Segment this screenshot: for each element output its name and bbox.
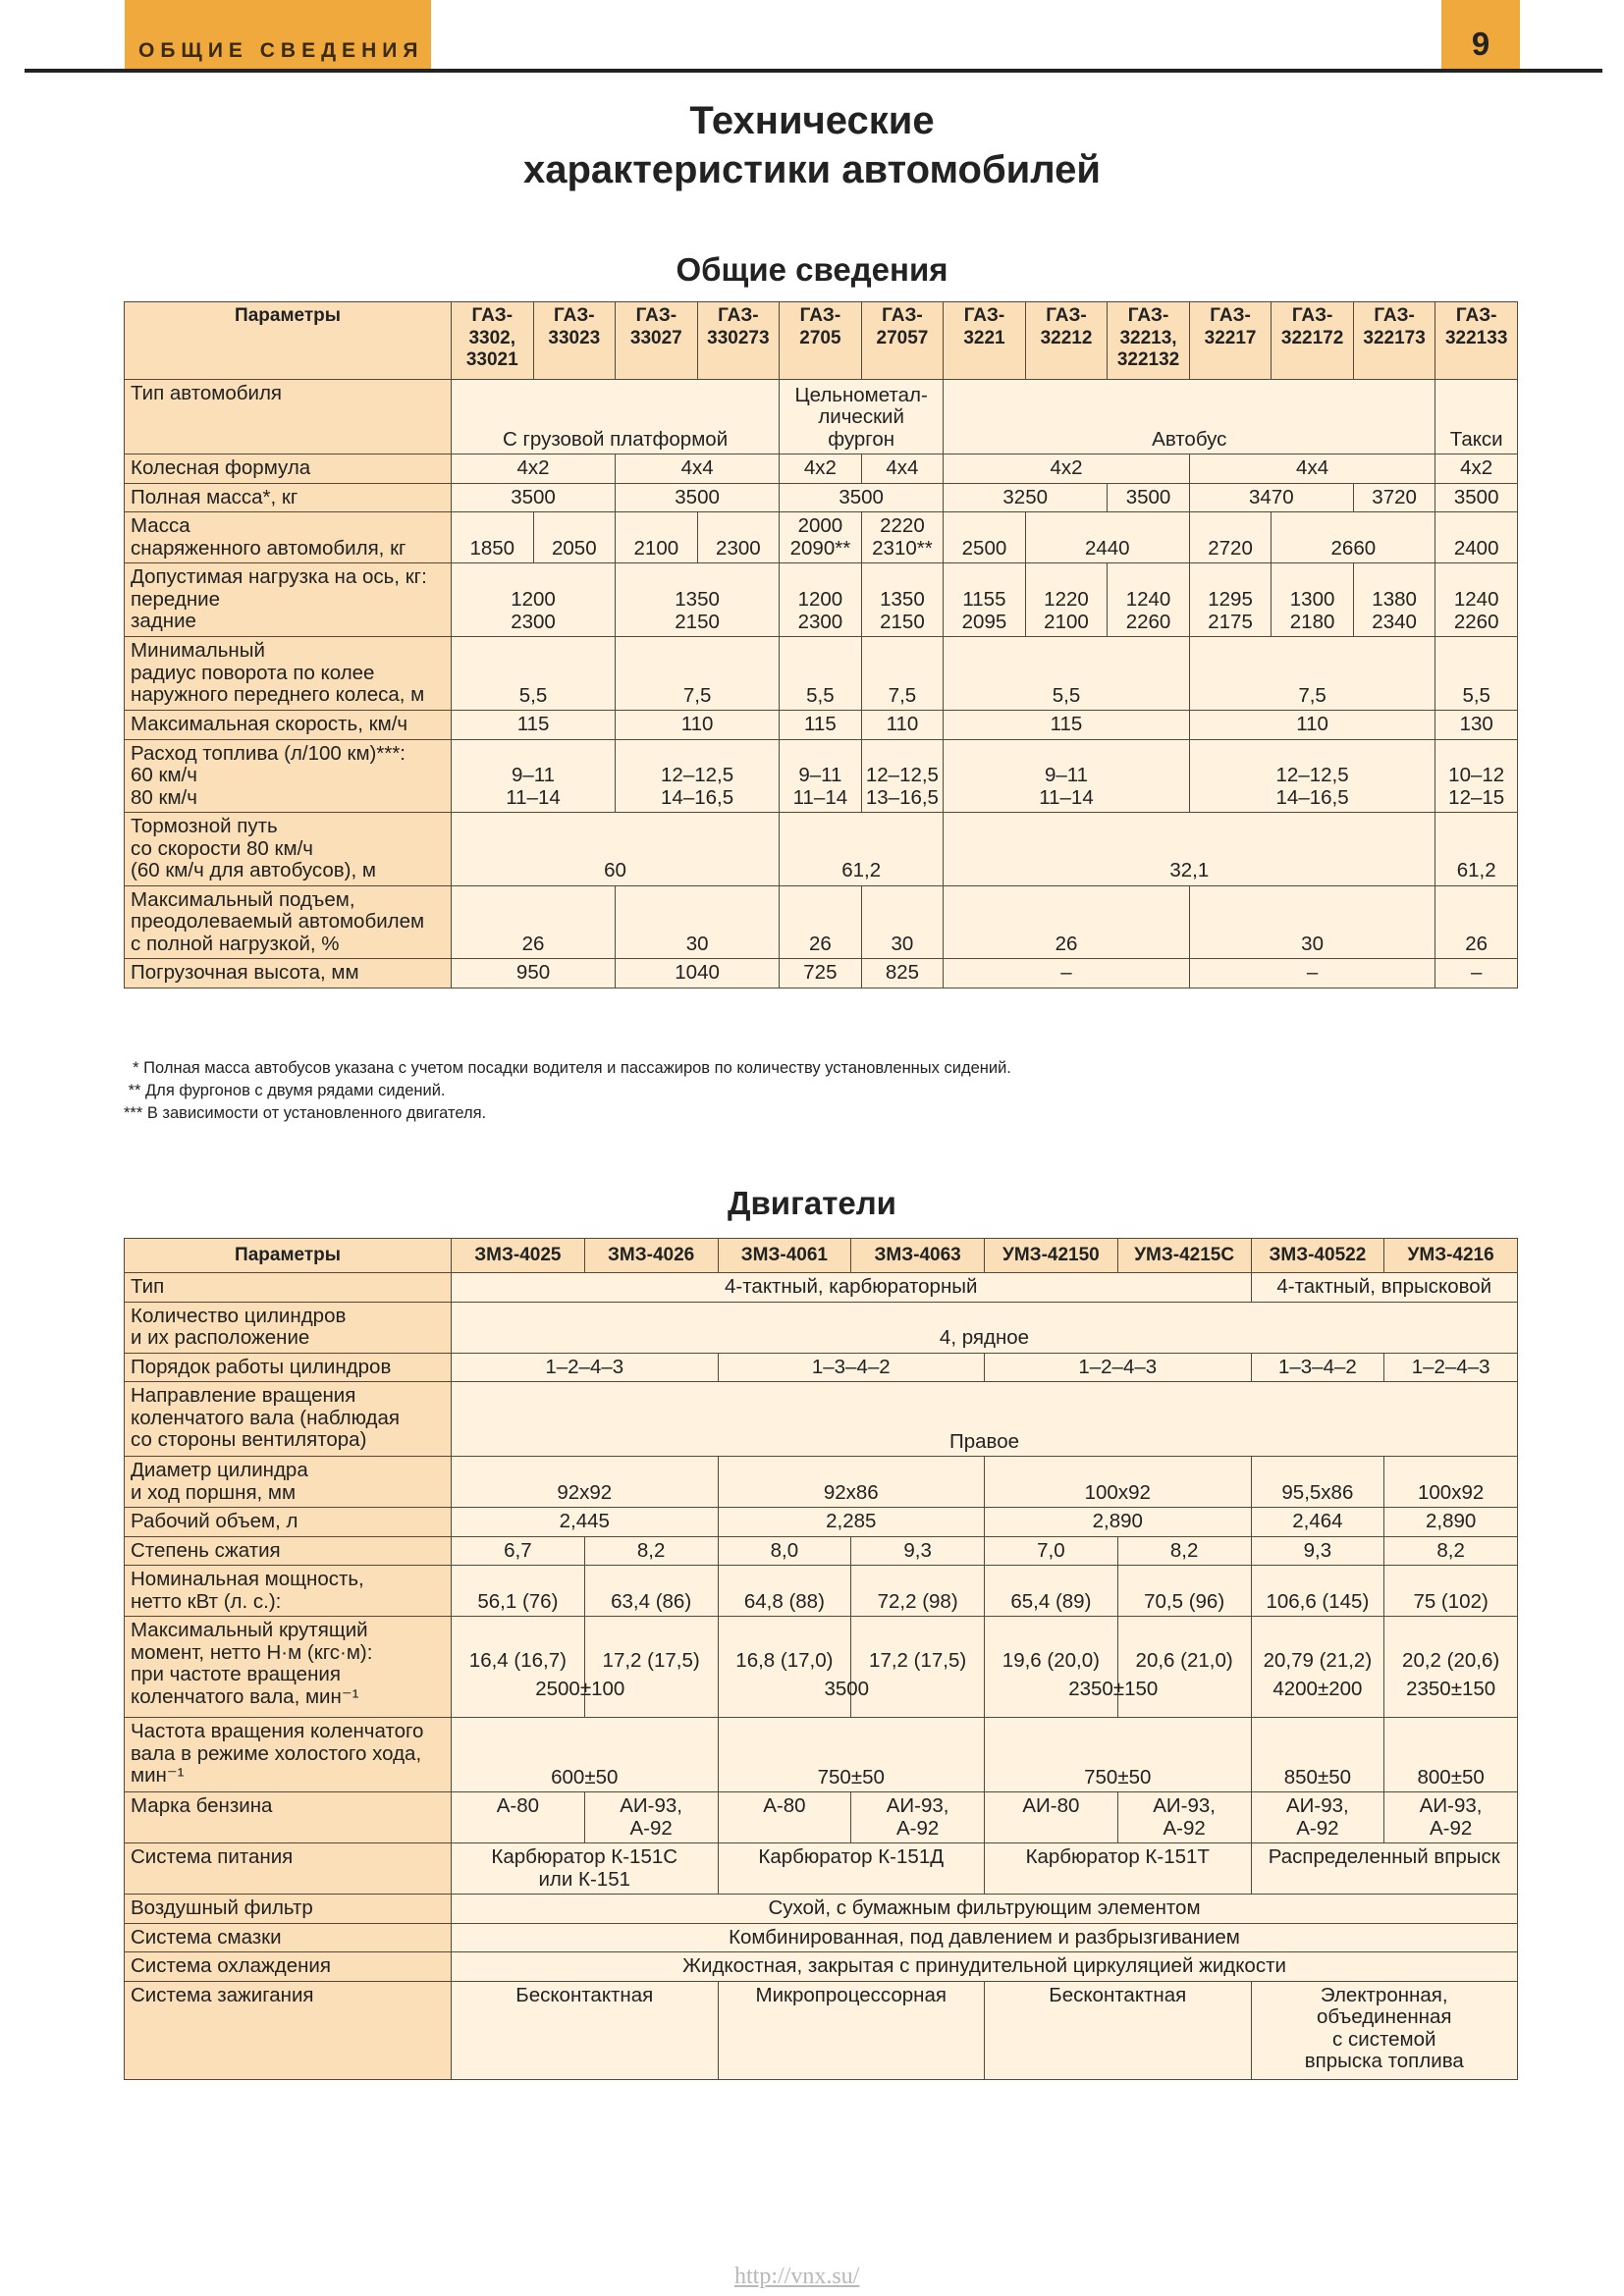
- table-cell: 2,464: [1251, 1508, 1384, 1537]
- table-cell: 1200 2300: [452, 563, 616, 637]
- table-cell: Правое: [452, 1382, 1518, 1457]
- row-label: Максимальная скорость, км/ч: [125, 711, 452, 740]
- table-cell: 4x4: [861, 454, 944, 484]
- table-row: [125, 1508, 1518, 1537]
- column-header: ГАЗ- 32212: [1025, 302, 1108, 380]
- table-cell: Карбюратор К-151Т: [985, 1843, 1252, 1895]
- column-header: ЗМЗ-4025: [452, 1239, 585, 1273]
- table-cell: 32,1: [944, 813, 1435, 886]
- column-header: УМЗ-4215С: [1117, 1239, 1251, 1273]
- table-cell: 1–2–4–3: [985, 1353, 1252, 1382]
- table-cell: А-80: [452, 1792, 585, 1843]
- table-cell: 9,3: [851, 1536, 985, 1566]
- table-cell: 110: [616, 711, 780, 740]
- section-header-tab: [125, 0, 431, 69]
- table-row: [125, 1923, 1518, 1952]
- table-cell: 2220 2310**: [861, 512, 944, 563]
- table-cell: 3500: [1435, 483, 1518, 512]
- column-header: ГАЗ- 27057: [861, 302, 944, 380]
- column-header: ЗМЗ-40522: [1251, 1239, 1384, 1273]
- table-cell: 4x4: [1189, 454, 1435, 484]
- table-cell: 92x86: [718, 1457, 985, 1508]
- table-row: [125, 1617, 1518, 1718]
- row-label: Колесная формула: [125, 454, 452, 484]
- table-cell: 2400: [1435, 512, 1518, 563]
- params-header: Параметры: [125, 1239, 452, 1273]
- table-row: [125, 1952, 1518, 1982]
- table-cell: 3720: [1353, 483, 1435, 512]
- torque-rpm-value: 3500: [824, 1677, 870, 1700]
- column-header: ЗМЗ-4061: [718, 1239, 851, 1273]
- table-cell: 5,5: [780, 637, 862, 711]
- table-cell: 2500: [944, 512, 1026, 563]
- table-cell: 8,2: [1117, 1536, 1251, 1566]
- table-cell: 7,5: [861, 637, 944, 711]
- page-number: 9: [1441, 0, 1520, 69]
- table-cell: 12–12,5 13–16,5: [861, 739, 944, 813]
- table-cell: 26: [944, 885, 1190, 959]
- torque-value: 19,6 (20,0): [1001, 1649, 1100, 1672]
- table-cell: АИ-93, А-92: [584, 1792, 718, 1843]
- row-label: Минимальный радиус поворота по колее наружного переднего колеса, м: [125, 637, 452, 711]
- table-row: [125, 1566, 1518, 1617]
- table-cell: 7,5: [1189, 637, 1435, 711]
- table-cell: 92x92: [452, 1457, 719, 1508]
- table-cell: 30: [861, 885, 944, 959]
- table-row: [125, 959, 1518, 988]
- table-cell: 4x2: [780, 454, 862, 484]
- table-row: [125, 637, 1518, 711]
- column-header: ГАЗ- 322172: [1272, 302, 1354, 380]
- table-cell: [584, 1617, 718, 1718]
- torque-rpm-value: 2350±150: [1068, 1677, 1159, 1700]
- table-cell: 8,2: [584, 1536, 718, 1566]
- table-cell: Микропроцессорная: [718, 1981, 985, 2079]
- general-table-header: [125, 302, 1518, 380]
- table-cell: 12–12,5 14–16,5: [1189, 739, 1435, 813]
- column-header: ГАЗ- 3221: [944, 302, 1026, 380]
- table-cell: –: [1435, 959, 1518, 988]
- table-cell: АИ-80: [985, 1792, 1118, 1843]
- column-header: ЗМЗ-4063: [851, 1239, 985, 1273]
- table-cell: 8,2: [1384, 1536, 1518, 1566]
- column-header: ГАЗ- 32217: [1189, 302, 1272, 380]
- page-title: Технические характеристики автомобилей: [523, 99, 1101, 191]
- row-label: Тип: [125, 1273, 452, 1303]
- table-row: [125, 711, 1518, 740]
- column-header: УМЗ-42150: [985, 1239, 1118, 1273]
- table-cell: [1384, 1617, 1518, 1718]
- table-cell: 750±50: [985, 1718, 1252, 1792]
- table-cell: 4, рядное: [452, 1302, 1518, 1353]
- row-label: Система охлаждения: [125, 1952, 452, 1982]
- row-label: Частота вращения коленчатого вала в режиме холостого хода, мин⁻¹: [125, 1718, 452, 1792]
- table-cell: 2050: [533, 512, 616, 563]
- table-cell: 65,4 (89): [985, 1566, 1118, 1617]
- torque-rpm-value: 4200±200: [1272, 1677, 1363, 1700]
- table-cell: 7,0: [985, 1536, 1118, 1566]
- table-row: [125, 1353, 1518, 1382]
- row-label: Степень сжатия: [125, 1536, 452, 1566]
- table-cell: 1240 2260: [1108, 563, 1190, 637]
- table-cell: 2,890: [985, 1508, 1252, 1537]
- engines-specs-table: [124, 1238, 1518, 2080]
- table-cell: 1350 2150: [861, 563, 944, 637]
- table-cell: 3500: [616, 483, 780, 512]
- row-label: Направление вращения коленчатого вала (наблюдая со стороны вентилятора): [125, 1382, 452, 1457]
- table-row: [125, 563, 1518, 637]
- table-cell: 2660: [1272, 512, 1435, 563]
- torque-value: 16,8 (17,0): [735, 1649, 834, 1672]
- row-label: Система смазки: [125, 1923, 452, 1952]
- table-cell: Бесконтактная: [452, 1981, 719, 2079]
- table-cell: 130: [1435, 711, 1518, 740]
- table-cell: 100x92: [985, 1457, 1252, 1508]
- table-cell: А-80: [718, 1792, 851, 1843]
- table-cell: 30: [1189, 885, 1435, 959]
- table-row: [125, 380, 1518, 454]
- table-cell: 5,5: [1435, 637, 1518, 711]
- table-cell: 1300 2180: [1272, 563, 1354, 637]
- table-cell: 1295 2175: [1189, 563, 1272, 637]
- table-cell: Жидкостная, закрытая с принудительной циркуляцией жидкости: [452, 1952, 1518, 1982]
- section-header-label: ОБЩИЕ СВЕДЕНИЯ: [138, 39, 424, 62]
- header-rule: [25, 69, 1602, 73]
- table-cell: 75 (102): [1384, 1566, 1518, 1617]
- table-cell: Карбюратор К-151Д: [718, 1843, 985, 1895]
- table-cell: 4x4: [616, 454, 780, 484]
- row-label: Расход топлива (л/100 км)***: 60 км/ч 80 км/ч: [125, 739, 452, 813]
- table-cell: 26: [780, 885, 862, 959]
- table-cell: 1350 2150: [616, 563, 780, 637]
- table-cell: Распределенный впрыск: [1251, 1843, 1518, 1895]
- row-label: Допустимая нагрузка на ось, кг: передние задние: [125, 563, 452, 637]
- table-cell: 1850: [452, 512, 534, 563]
- row-label: Полная масса*, кг: [125, 483, 452, 512]
- table-cell: 115: [780, 711, 862, 740]
- watermark-url: http://vnx.su/: [734, 2264, 860, 2289]
- table-cell: 2100: [616, 512, 698, 563]
- torque-rpm-value: 2500±100: [535, 1677, 625, 1700]
- table-cell: 1040: [616, 959, 780, 988]
- table-row: [125, 739, 1518, 813]
- torque-value: 16,4 (16,7): [468, 1649, 567, 1672]
- table-cell: 26: [452, 885, 616, 959]
- table-cell: Карбюратор К-151С или К-151: [452, 1843, 719, 1895]
- table-cell: Бесконтактная: [985, 1981, 1252, 2079]
- footnotes: * Полная масса автобусов указана с учетом посадки водителя и пассажиров по количеству установленных сидений. ** Для фургонов с двумя рядами сидений. *** В зависимости от установленного двигателя.: [124, 1059, 1011, 1122]
- table-row: [125, 483, 1518, 512]
- table-cell: 30: [616, 885, 780, 959]
- table-cell: 9–11 11–14: [944, 739, 1190, 813]
- torque-value: 20,79 (21,2): [1263, 1649, 1373, 1672]
- table-cell: 9,3: [1251, 1536, 1384, 1566]
- table-cell: АИ-93, А-92: [1384, 1792, 1518, 1843]
- torque-value: 17,2 (17,5): [602, 1649, 700, 1672]
- table-cell: Автобус: [944, 380, 1435, 454]
- table-row: [125, 454, 1518, 484]
- table-cell: 1–2–4–3: [1384, 1353, 1518, 1382]
- table-cell: 950: [452, 959, 616, 988]
- table-cell: 3250: [944, 483, 1108, 512]
- table-row: [125, 1457, 1518, 1508]
- row-label: Максимальный крутящий момент, нетто Н·м (кгс·м): при частоте вращения коленчатого вала, мин⁻¹: [125, 1617, 452, 1718]
- table-cell: 3500: [452, 483, 616, 512]
- table-row: [125, 1273, 1518, 1303]
- table-cell: 3500: [780, 483, 944, 512]
- table-cell: 7,5: [616, 637, 780, 711]
- torque-value: 17,2 (17,5): [869, 1649, 967, 1672]
- table-cell: 110: [1189, 711, 1435, 740]
- table-cell: [718, 1617, 870, 1718]
- table-cell: 1–2–4–3: [452, 1353, 719, 1382]
- table-cell: 1240 2260: [1435, 563, 1518, 637]
- column-header: ГАЗ- 2705: [780, 302, 862, 380]
- table-cell: 1155 2095: [944, 563, 1026, 637]
- row-label: Система питания: [125, 1843, 452, 1895]
- table-cell: 3470: [1189, 483, 1353, 512]
- torque-rpm-value: 2350±150: [1406, 1677, 1496, 1700]
- table-cell: АИ-93, А-92: [851, 1792, 985, 1843]
- general-section-title: Общие сведения: [676, 251, 948, 288]
- table-cell: 600±50: [452, 1718, 719, 1792]
- table-cell: [1251, 1617, 1384, 1718]
- table-cell: 61,2: [1435, 813, 1518, 886]
- column-header: ГАЗ- 330273: [697, 302, 780, 380]
- table-cell: 56,1 (76): [452, 1566, 585, 1617]
- table-cell: [1117, 1617, 1251, 1718]
- general-specs-table: [124, 301, 1518, 988]
- column-header: ГАЗ- 32213, 322132: [1108, 302, 1190, 380]
- table-row: [125, 1382, 1518, 1457]
- row-label: Рабочий объем, л: [125, 1508, 452, 1537]
- row-label: Тип автомобиля: [125, 380, 452, 454]
- table-cell: 1–3–4–2: [718, 1353, 985, 1382]
- table-cell: Цельнометал- лический фургон: [780, 380, 944, 454]
- table-cell: 61,2: [780, 813, 944, 886]
- table-cell: 12–12,5 14–16,5: [616, 739, 780, 813]
- table-cell: 2,285: [718, 1508, 985, 1537]
- table-cell: 2720: [1189, 512, 1272, 563]
- table-cell: 26: [1435, 885, 1518, 959]
- table-cell: 1–3–4–2: [1251, 1353, 1384, 1382]
- column-header: ГАЗ- 322173: [1353, 302, 1435, 380]
- row-label: Номинальная мощность, нетто кВт (л. с.):: [125, 1566, 452, 1617]
- table-cell: 1200 2300: [780, 563, 862, 637]
- table-cell: 825: [861, 959, 944, 988]
- column-header: ГАЗ- 33027: [616, 302, 698, 380]
- column-header: ГАЗ- 322133: [1435, 302, 1518, 380]
- table-row: [125, 512, 1518, 563]
- table-row: [125, 1718, 1518, 1792]
- row-label: Система зажигания: [125, 1981, 452, 2079]
- table-row: [125, 1302, 1518, 1353]
- table-cell: 70,5 (96): [1117, 1566, 1251, 1617]
- table-cell: 95,5x86: [1251, 1457, 1384, 1508]
- table-cell: 4x2: [452, 454, 616, 484]
- table-cell: 115: [452, 711, 616, 740]
- table-cell: 72,2 (98): [851, 1566, 985, 1617]
- column-header: УМЗ-4216: [1384, 1239, 1518, 1273]
- row-label: Порядок работы цилиндров: [125, 1353, 452, 1382]
- table-cell: 63,4 (86): [584, 1566, 718, 1617]
- table-cell: 725: [780, 959, 862, 988]
- table-cell: 1380 2340: [1353, 563, 1435, 637]
- table-cell: 5,5: [944, 637, 1190, 711]
- table-row: [125, 1792, 1518, 1843]
- table-cell: 9–11 11–14: [780, 739, 862, 813]
- table-cell: [452, 1617, 625, 1718]
- table-cell: Сухой, с бумажным фильтрующим элементом: [452, 1895, 1518, 1924]
- column-header: ГАЗ- 33023: [533, 302, 616, 380]
- table-cell: Комбинированная, под давлением и разбрызгиванием: [452, 1923, 1518, 1952]
- row-label: Погрузочная высота, мм: [125, 959, 452, 988]
- table-cell: 2000 2090**: [780, 512, 862, 563]
- table-cell: 64,8 (88): [718, 1566, 851, 1617]
- table-cell: 100x92: [1384, 1457, 1518, 1508]
- table-cell: 115: [944, 711, 1190, 740]
- torque-value: 20,2 (20,6): [1402, 1649, 1500, 1672]
- row-label: Диаметр цилиндра и ход поршня, мм: [125, 1457, 452, 1508]
- table-cell: 9–11 11–14: [452, 739, 616, 813]
- row-label: Количество цилиндров и их расположение: [125, 1302, 452, 1353]
- row-label: Максимальный подъем, преодолеваемый автомобилем с полной нагрузкой, %: [125, 885, 452, 959]
- table-cell: 6,7: [452, 1536, 585, 1566]
- table-cell: 2,890: [1384, 1508, 1518, 1537]
- table-cell: 800±50: [1384, 1718, 1518, 1792]
- table-row: [125, 1895, 1518, 1924]
- table-cell: 8,0: [718, 1536, 851, 1566]
- column-header: ГАЗ- 3302, 33021: [452, 302, 534, 380]
- row-label: Воздушный фильтр: [125, 1895, 452, 1924]
- table-cell: 750±50: [718, 1718, 985, 1792]
- row-label: Масса снаряженного автомобиля, кг: [125, 512, 452, 563]
- row-label: Марка бензина: [125, 1792, 452, 1843]
- table-cell: АИ-93, А-92: [1251, 1792, 1384, 1843]
- table-cell: Электронная, объединенная с системой впрыска топлива: [1251, 1981, 1518, 2079]
- table-row: [125, 813, 1518, 886]
- table-row: [125, 1843, 1518, 1895]
- table-cell: 5,5: [452, 637, 616, 711]
- table-cell: 110: [861, 711, 944, 740]
- engines-table-header: [125, 1239, 1518, 1273]
- table-cell: 2300: [697, 512, 780, 563]
- table-cell: –: [944, 959, 1190, 988]
- table-cell: АИ-93, А-92: [1117, 1792, 1251, 1843]
- table-cell: 2,445: [452, 1508, 719, 1537]
- table-cell: 10–12 12–15: [1435, 739, 1518, 813]
- table-cell: 3500: [1108, 483, 1190, 512]
- table-cell: 4x2: [944, 454, 1190, 484]
- table-cell: 4-тактный, впрысковой: [1251, 1273, 1518, 1303]
- column-header: ЗМЗ-4026: [584, 1239, 718, 1273]
- table-row: [125, 1536, 1518, 1566]
- table-cell: Такси: [1435, 380, 1518, 454]
- table-cell: 2440: [1025, 512, 1189, 563]
- engines-section-title: Двигатели: [728, 1185, 896, 1221]
- params-header: Параметры: [125, 302, 452, 380]
- table-cell: [851, 1617, 985, 1718]
- table-row: [125, 1981, 1518, 2079]
- table-cell: 106,6 (145): [1251, 1566, 1384, 1617]
- table-cell: [985, 1617, 1159, 1718]
- table-cell: С грузовой платформой: [452, 380, 780, 454]
- table-cell: 60: [452, 813, 780, 886]
- table-cell: 4-тактный, карбюраторный: [452, 1273, 1252, 1303]
- table-cell: 850±50: [1251, 1718, 1384, 1792]
- table-row: [125, 885, 1518, 959]
- table-cell: –: [1189, 959, 1435, 988]
- table-cell: 1220 2100: [1025, 563, 1108, 637]
- row-label: Тормозной путь со скорости 80 км/ч (60 км/ч для автобусов), м: [125, 813, 452, 886]
- torque-value: 20,6 (21,0): [1135, 1649, 1233, 1672]
- table-cell: 4x2: [1435, 454, 1518, 484]
